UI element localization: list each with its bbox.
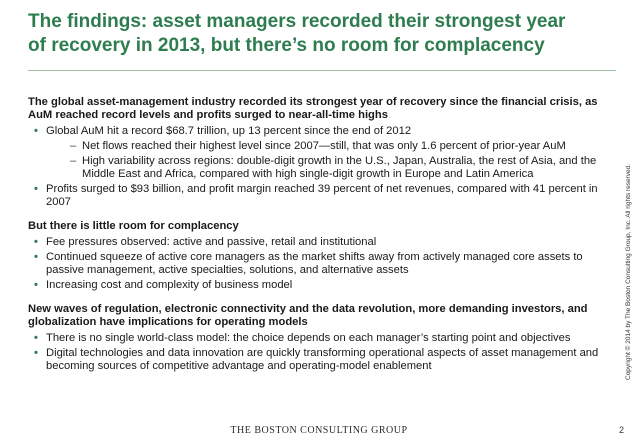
bullet-item bbox=[28, 279, 608, 292]
bullet-text: There is no single world-class model: the choice depends on each manager’s starting point and objectives bbox=[46, 332, 571, 344]
bullet-item bbox=[28, 183, 608, 209]
section-operating-models bbox=[28, 303, 608, 373]
section-industry-recovery bbox=[28, 96, 608, 209]
bullet-marker: • bbox=[34, 347, 38, 359]
bullet-marker: • bbox=[34, 183, 38, 195]
copyright-notice: Copyright © 2014 by The Boston Consulting Group, Inc. All rights reserved. bbox=[625, 163, 632, 380]
bullet-marker: • bbox=[34, 125, 38, 137]
bullet-text: Profits surged to $93 billion, and profit margin reached 39 percent of net revenues, compared with 41 percent in 2007 bbox=[46, 183, 598, 208]
bullet-item bbox=[28, 125, 608, 138]
bullet-list bbox=[28, 125, 608, 209]
slide-title: The findings: asset managers recorded their strongest year of recovery in 2013, but there’s no room for complacency bbox=[28, 11, 566, 56]
section-heading: The global asset-management industry recorded its strongest year of recovery since the financial crisis, as AuM reached record levels and profits surged to near-all-time highs bbox=[28, 96, 598, 121]
page-number: 2 bbox=[618, 425, 624, 435]
bullet-marker: • bbox=[34, 251, 38, 263]
title-divider bbox=[28, 70, 616, 71]
bullet-item bbox=[28, 332, 608, 345]
bullet-item bbox=[28, 236, 608, 249]
slide-body bbox=[28, 96, 608, 384]
bullet-list bbox=[28, 236, 608, 292]
bullet-item bbox=[28, 347, 608, 373]
sub-bullet-text: High variability across regions: double-digit growth in the U.S., Japan, Australia, the rest of Asia, and the Middle East and Africa, compared with high single-digit growth in Europe and Latin America bbox=[82, 155, 597, 180]
section-complacency bbox=[28, 220, 608, 292]
bullet-text: Global AuM hit a record $68.7 trillion, up 13 percent since the end of 2012 bbox=[46, 125, 412, 137]
sub-bullet-item bbox=[28, 155, 608, 181]
sub-bullet-item bbox=[28, 140, 608, 153]
bullet-item bbox=[28, 251, 608, 277]
bullet-marker: • bbox=[34, 236, 38, 248]
bullet-text: Increasing cost and complexity of business model bbox=[46, 279, 293, 291]
bullet-text: Digital technologies and data innovation are quickly transforming operational aspects of asset management and becoming sources of competitive advantage and operating-model enablement bbox=[46, 347, 599, 372]
bullet-text: Continued squeeze of active core managers as the market shifts away from actively managed core assets to passive management, active specialties, solutions, and alternative assets bbox=[46, 251, 583, 276]
section-heading: But there is little room for complacency bbox=[28, 220, 239, 232]
sub-bullet-marker: – bbox=[70, 140, 77, 152]
bullet-text: Fee pressures observed: active and passive, retail and institutional bbox=[46, 236, 377, 248]
sub-bullet-text: Net flows reached their highest level since 2007—still, that was only 1.6 percent of prior-year AuM bbox=[82, 140, 566, 152]
sub-bullet-marker: – bbox=[70, 155, 77, 167]
bullet-list bbox=[28, 332, 608, 373]
section-heading: New waves of regulation, electronic connectivity and the data revolution, more demanding investors, and globalization have implications for operating models bbox=[28, 303, 588, 328]
company-logo: THE BOSTON CONSULTING GROUP bbox=[230, 425, 408, 436]
bullet-marker: • bbox=[34, 332, 38, 344]
bullet-marker: • bbox=[34, 279, 38, 291]
